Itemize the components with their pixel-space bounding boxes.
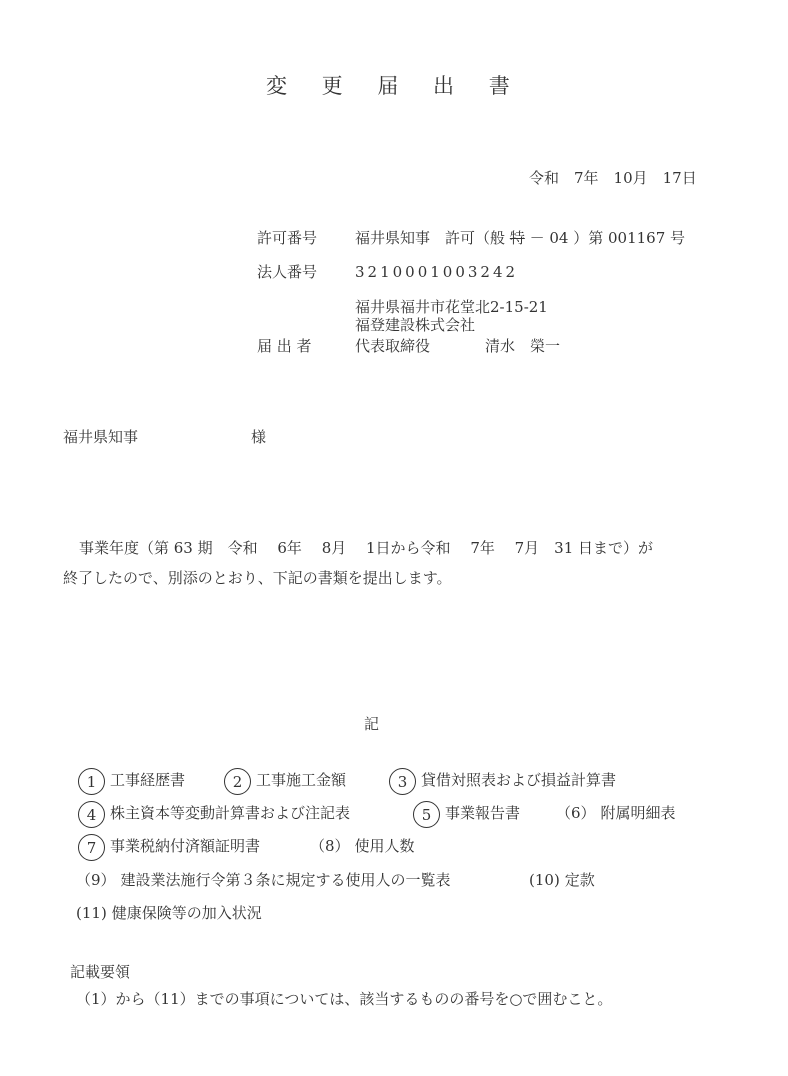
list-item — [78, 832, 260, 860]
item-label: 貸借対照表および損益計算書 — [421, 771, 617, 789]
notes-text: （1）から（11）までの事項については、該当するものの番号を○で囲むこと。 — [76, 990, 613, 1008]
item-label: 工事経歴書 — [110, 771, 186, 789]
applicant-rep-name: 清水 榮一 — [485, 337, 561, 355]
item-number: （6） — [556, 804, 596, 822]
permit-number-label: 許可番号 — [257, 229, 318, 247]
corp-number: 3210001003242 — [355, 263, 519, 281]
item-label: 事業報告書 — [445, 804, 521, 822]
circled-number: 5 — [413, 801, 440, 828]
item-label: 使用人数 — [354, 837, 415, 855]
item-label: 工事施工金額 — [256, 771, 347, 789]
list-item — [224, 766, 346, 794]
applicant-rep-title: 代表取締役 — [355, 337, 431, 355]
item-label: 事業税納付済額証明書 — [110, 837, 261, 855]
list-item — [78, 799, 350, 827]
list-item — [556, 799, 676, 827]
list-item — [76, 899, 262, 927]
item-label: 建設業法施行令第３条に規定する使用人の一覧表 — [120, 871, 451, 889]
circled-number: 7 — [78, 834, 105, 861]
item-label: 健康保険等の加入状況 — [111, 904, 262, 922]
submission-date: 令和 7年 10月 17日 — [529, 169, 697, 187]
list-item — [529, 866, 595, 894]
list-item — [310, 832, 415, 860]
list-item — [389, 766, 616, 794]
body-line-1: 事業年度（第 63 期 令和 6年 8月 1日から令和 7年 7月 31 日まで）が — [79, 539, 654, 557]
list-item — [413, 799, 520, 827]
permit-ippan: 般 — [490, 229, 506, 247]
body-line-2: 終了したので、別添のとおり、下記の書類を提出します。 — [63, 569, 452, 587]
permit-number — [355, 231, 685, 246]
item-label: 定款 — [564, 871, 595, 889]
circled-number: 1 — [78, 768, 105, 795]
applicant-label: 届 出 者 — [257, 337, 312, 355]
document-title: 変 更 届 出 書 — [266, 74, 524, 98]
circled-number: 3 — [389, 768, 416, 795]
notes-heading: 記載要領 — [70, 963, 131, 981]
addressee-name: 福井県知事 — [63, 428, 139, 446]
item-number: （9） — [76, 871, 116, 889]
circled-number: 2 — [224, 768, 251, 795]
item-label: 附属明細表 — [600, 804, 676, 822]
permit-toku: 特 — [509, 229, 525, 247]
permit-prefix: 福井県知事 許可（ — [355, 229, 491, 247]
list-item — [78, 766, 185, 794]
list-item — [76, 866, 451, 894]
item-number: (10) — [529, 871, 560, 889]
item-number: (11) — [76, 904, 107, 922]
circled-number: 4 — [78, 801, 105, 828]
corp-number-label: 法人番号 — [257, 263, 318, 281]
ki-heading: 記 — [364, 715, 380, 733]
applicant-company: 福登建設株式会社 — [355, 316, 476, 334]
applicant-address: 福井県福井市花堂北2-15-21 — [355, 298, 548, 316]
item-label: 株主資本等変動計算書および注記表 — [110, 804, 351, 822]
permit-suffix: － 04 ）第 001167 号 — [529, 229, 686, 247]
addressee-honorific: 様 — [251, 428, 267, 446]
item-number: （8） — [310, 837, 350, 855]
